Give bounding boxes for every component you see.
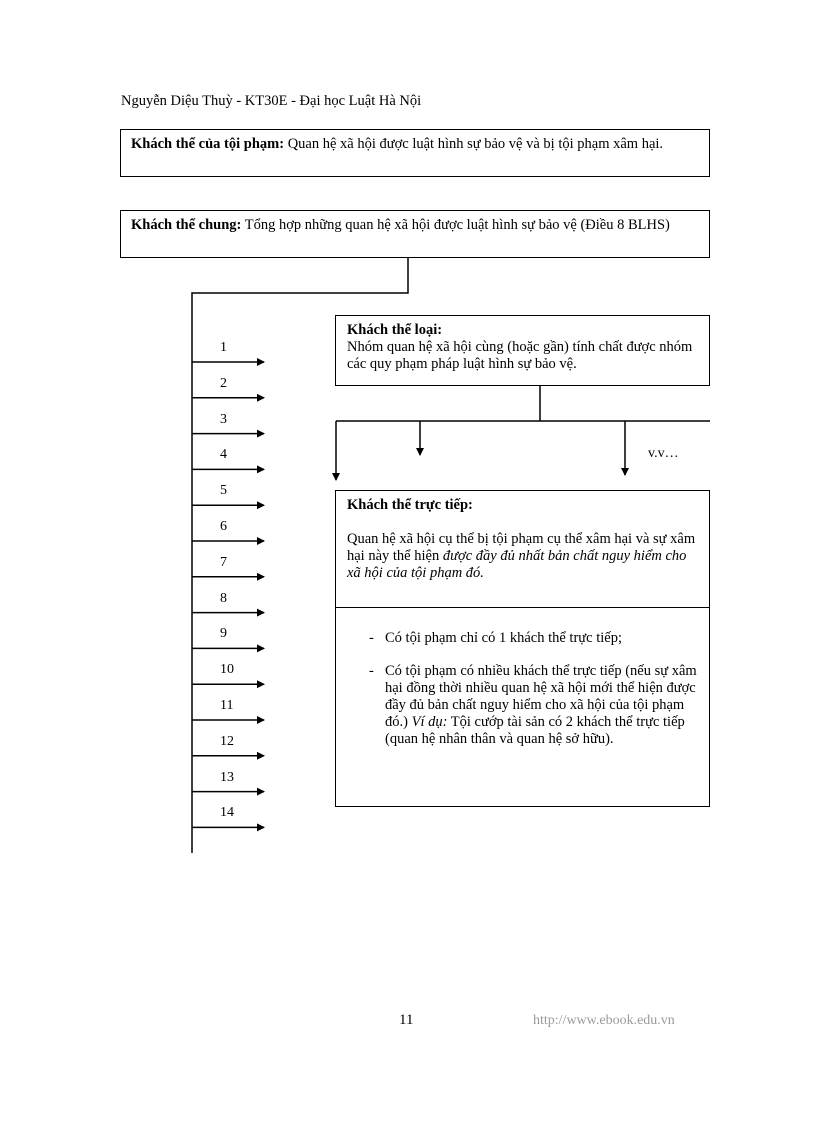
branch-number: 5: [220, 483, 227, 499]
branch-number: 10: [220, 662, 234, 678]
branch-number: 9: [220, 626, 227, 642]
list-item-text: Có tội phạm có nhiều khách thể trực tiếp (nếu sự xâm hại đồng thời nhiều quan hệ xã hội mới thể hiện được đầy đủ bản chất nguy hiểm cho xã hội của tội phạm đó.): [385, 663, 697, 730]
footer-url: http://www.ebook.edu.vn: [533, 1013, 675, 1028]
etc-label: v.v…: [648, 446, 679, 461]
branch-number: 3: [220, 411, 227, 427]
list-item-text: Có tội phạm chỉ có 1 khách thể trực tiếp;: [385, 630, 622, 646]
object-of-crime-text: Quan hệ xã hội được luật hình sự bảo vệ và bị tội phạm xâm hại.: [284, 136, 664, 152]
branch-number: 14: [220, 805, 234, 821]
branch-number: 7: [220, 554, 227, 570]
connector-general-to-trunk: [192, 258, 408, 853]
branch-number: 12: [220, 733, 234, 749]
branch-number: 1: [220, 340, 227, 355]
dash-bullet: -: [369, 663, 374, 679]
object-of-crime-title: Khách thể của tội phạm:: [131, 136, 285, 152]
page-header: Nguyễn Diệu Thuỳ - KT30E - Đại học Luật Hà Nội: [121, 93, 422, 109]
branch-number: 11: [220, 698, 234, 713]
branch-number: 13: [220, 769, 234, 785]
branch-arrows: [192, 362, 264, 827]
type-object-text: Nhóm quan hệ xã hội cùng (hoặc gần) tính chất được nhóm các quy phạm pháp luật hình sự bảo vệ.: [347, 339, 693, 372]
branch-number: 6: [220, 519, 227, 534]
example-label: Ví dụ:: [411, 714, 448, 730]
type-object-title: Khách thể loại:: [347, 322, 443, 338]
branch-number: 4: [220, 447, 227, 463]
branch-number: 8: [220, 590, 227, 606]
general-object-text: Tổng hợp những quan hệ xã hội được luật hình sự bảo vệ (Điều 8 BLHS): [241, 217, 670, 233]
direct-object-title: Khách thể trực tiếp:: [347, 497, 473, 513]
direct-object-italic-text: được đầy đủ nhất bản chất nguy hiểm cho xã hội của tội phạm đó.: [347, 548, 687, 581]
general-object-title: Khách thể chung:: [131, 217, 242, 233]
branch-number: 2: [220, 375, 227, 391]
direct-object-text: Quan hệ xã hội cụ thể bị tội phạm cụ thể xâm hại và sự xâm hại này thể hiện: [347, 531, 696, 564]
list-item-text-continued: Tội cướp tài sản có 2 khách thể trực tiếp (quan hệ nhân thân và quan hệ sở hữu).: [385, 714, 685, 747]
page-number: 11: [399, 1012, 414, 1028]
dash-bullet: -: [369, 630, 374, 646]
